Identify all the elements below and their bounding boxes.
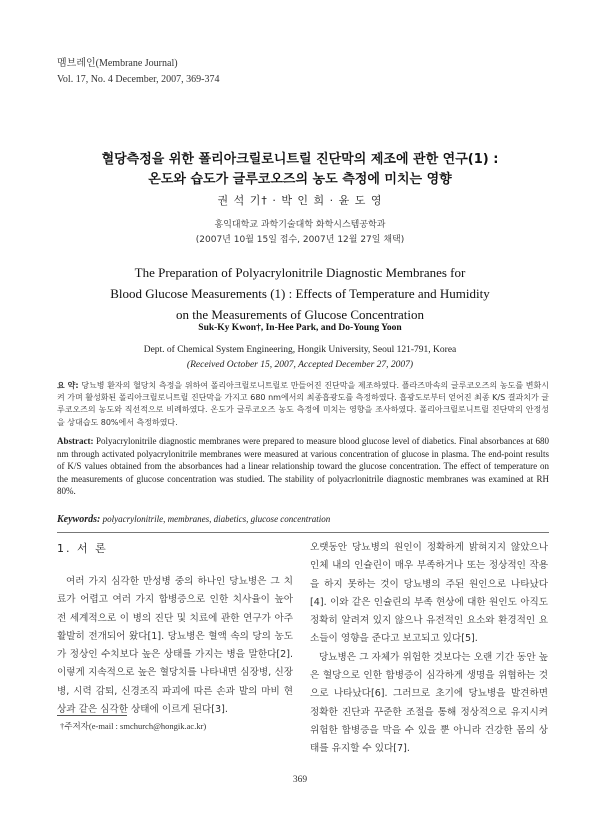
footnote: †주저자(e-mail : smchurch@hongik.ac.kr): [60, 721, 207, 731]
korean-title-line-2: 온도와 습도가 글루코오즈의 농도 측정에 미치는 영향: [148, 172, 452, 187]
keywords-label: Keywords:: [57, 514, 101, 525]
section-divider: [57, 532, 549, 533]
english-title-line-3: on the Measurements of Glucose Concentration: [175, 307, 424, 322]
korean-affiliation: 홍익대학교 과학기술대학 화학시스템공학과: [214, 220, 386, 230]
korean-abstract-label: 요 약:: [57, 381, 79, 390]
journal-issue: Vol. 17, No. 4 December, 2007, 369-374: [57, 74, 220, 85]
left-column: [57, 573, 293, 719]
page-number: 369: [292, 775, 308, 785]
korean-authors: 권 석 기† · 박 인 희 · 윤 도 영: [217, 194, 383, 207]
section-heading: 1. 서 론: [57, 542, 108, 555]
english-abstract: [57, 435, 549, 498]
keywords: [57, 514, 330, 525]
english-title-line-2: Blood Glucose Measurements (1) : Effects of Temperature and Humidity: [110, 286, 490, 301]
english-abstract-label: Abstract:: [57, 436, 94, 446]
right-column: [310, 539, 548, 759]
english-affiliation: Dept. of Chemical System Engineering, Hongik University, Seoul 121-791, Korea: [143, 345, 457, 355]
keywords-text: polyacrylonitrile, membranes, diabetics, glucose concentration: [100, 514, 331, 524]
english-authors: Suk-Ky Kwon†, In-Hee Park, and Do-Young Yoon: [198, 323, 402, 333]
right-paragraph-2: 당뇨병은 그 자체가 위험한 것보다는 오랜 기간 동안 높은 혈당으로 인한 합병증이 심각하게 생명을 위협하는 것으로 나타났다[6]. 그러므로 초기에 당뇨병을 발견하면 정확한 진단과 꾸준한 조절을 통해 정상적으로 유지시켜 위험한 합병증을 막을 수 있을 뿐 아니라 건강한 몸의 상태를 유지할 수 있다[7].: [310, 651, 548, 755]
right-paragraph-1: 오랫동안 당뇨병의 원인이 정확하게 밝혀지지 않았으나 인체 내의 인슐린이 매우 부족하거나 또는 정상적인 작용을 하지 못하는 것이 당뇨병의 주된 원인으로 나타났다[4]. 이와 같은 인슐린의 부족 현상에 대한 원인도 아직도 정확히 알려져 있지 않으나 유전적인 요소와 환경적인 요소들이 영향을 준다고 보고되고 있다[5].: [310, 542, 548, 645]
footnote-rule: [57, 715, 127, 716]
received-dates: (Received October 15, 2007, Accepted December 27, 2007): [186, 360, 414, 370]
left-paragraph: 여러 가지 심각한 만성병 중의 하나인 당뇨병은 그 치료가 어렵고 여러 가지 합병증으로 인한 치사율이 높아 전 세계적으로 이 병의 진단 및 치료에 관한 연구가 아주 활발히 전개되어 왔다[1]. 당뇨병은 혈액 속의 당의 농도가 정상인 수치보다 높은 상태를 가지는 병을 말한다[2]. 이렇게 지속적으로 높은 혈당치를 나타내면 심장병, 신장병, 시력 감퇴, 신경조직 파괴에 따른 손과 발의 마비 현상과 같은 심각한 상태에 이르게 된다[3].: [57, 576, 293, 716]
journal-name: 멤브레인(Membrane Journal): [57, 58, 178, 69]
korean-dates: (2007년 10월 15일 접수, 2007년 12월 27일 채택): [195, 235, 405, 245]
english-title-line-1: The Preparation of Polyacrylonitrile Diagnostic Membranes for: [134, 265, 466, 280]
korean-abstract: [57, 380, 549, 429]
korean-title-line-1: 혈당측정을 위한 폴리아크릴로니트릴 진단막의 제조에 관한 연구(1) :: [101, 152, 499, 167]
korean-abstract-text: 당뇨병 환자의 혈당치 측정을 위하여 폴리아크릴로니트릴로 만들어진 진단막을 제조하였다. 플라즈마속의 글루코오즈의 농도를 변화시켜 가며 활성화된 폴리아크릴로니트릴 진단막을 가지고 680 nm에서의 최종흡광도를 측정하였다. 흡광도로부터 얻어진 최종 K/S 결과치가 글루코오즈의 농도와 직선적으로 비례하였다. 온도가 글루코오즈 농도 측정에 미치는 영향을 조사하였다. 폴리아크릴로니트릴 진단막의 안정성을 상대습도 80%에서 측정하였다.: [57, 381, 549, 427]
journal-header: [57, 56, 219, 88]
english-abstract-text: Polyacrylonitrile diagnostic membranes were prepared to measure blood glucose level of diabetics. Final absorbances at 680 nm through activated polyacrylonitrile membranes were measured at various concentration of glucose in plasma. The end-point results of K/S values obtained from the absorbances had a linear relationship toward the glucose concentration. The effect of temperature on the measurements of glucose concentration was studied. The stability of polyacrlonitrile diagnostic membranes was examined at RH 80%.: [57, 436, 549, 497]
